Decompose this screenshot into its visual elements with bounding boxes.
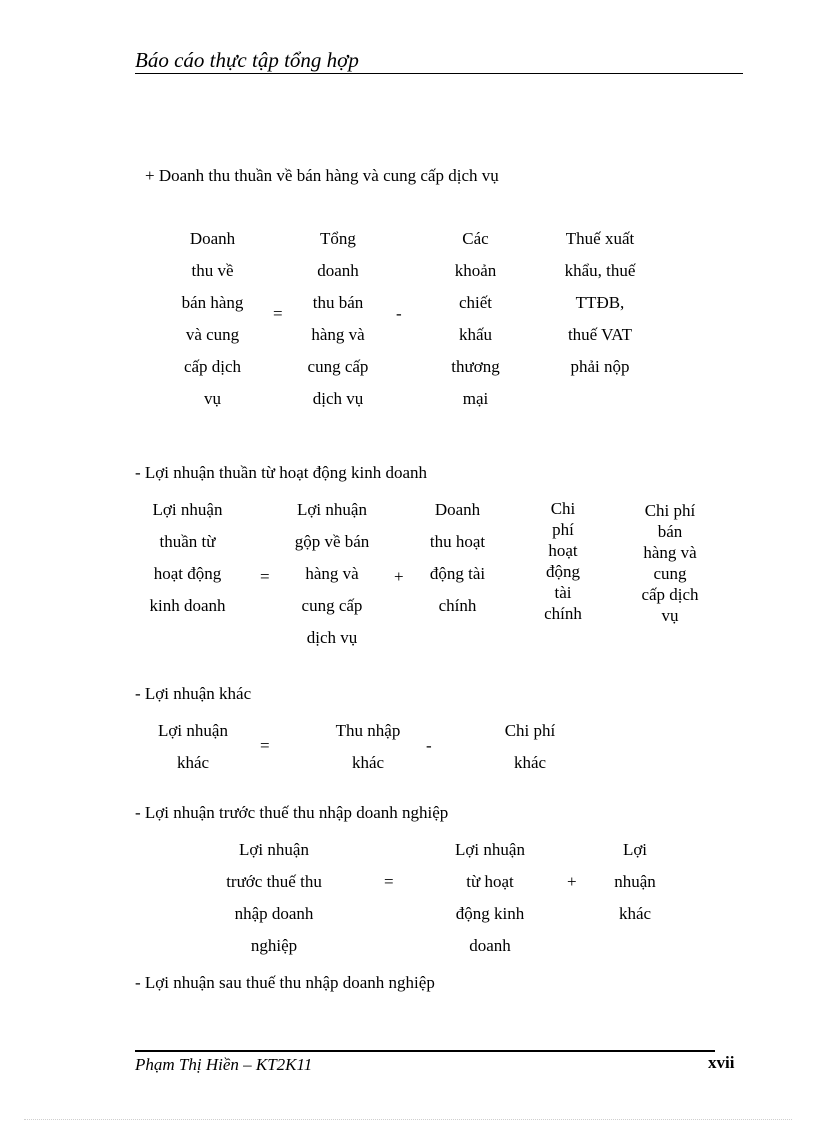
formula-term-other-profit-ref: Lợi nhuận khác [614, 840, 656, 923]
footer-author: Phạm Thị Hiền – KT2K11 [135, 1055, 313, 1074]
formula-term-other-expenses: Chi phí khác [504, 721, 556, 772]
plus-sign: + [394, 567, 404, 586]
section-heading-profit-before-tax: - Lợi nhuận trước thuế thu nhập doanh nghiệp [135, 803, 449, 822]
page-header-title: Báo cáo thực tập tổng hợp [135, 48, 359, 72]
plus-sign: + [567, 872, 577, 891]
formula-term-other-profit: Lợi nhuận khác [158, 721, 228, 772]
header-rule [135, 73, 743, 74]
formula-term-gross-profit: Lợi nhuận gộp về bán hàng và cung cấp dịch vụ [294, 500, 370, 647]
formula-term-financial-expenses: Chi phí hoạt động tài chính [544, 499, 582, 623]
formula-term-total-revenue: Tổng doanh thu bán hàng và cung cấp dịch vụ [307, 229, 369, 408]
section-heading-other-profit: - Lợi nhuận khác [135, 684, 252, 703]
page-bottom-border [24, 1119, 792, 1120]
minus-sign: - [426, 736, 432, 755]
equals-sign: = [384, 872, 394, 891]
equals-sign: = [260, 736, 270, 755]
formula-term-operating-profit: Lợi nhuận thuần từ hoạt động kinh doanh [149, 500, 226, 615]
footer-rule [135, 1050, 715, 1052]
section-heading-profit-after-tax: - Lợi nhuận sau thuế thu nhập doanh nghiệp [135, 973, 435, 992]
formula-term-trade-discounts: Các khoản chiết khấu thương mại [451, 229, 500, 408]
page-number: xvii [708, 1053, 735, 1072]
formula-term-net-revenue: Doanh thu về bán hàng và cung cấp dịch vụ [181, 229, 244, 408]
minus-sign: - [396, 304, 402, 323]
formula-term-other-income: Thu nhập khác [335, 721, 401, 772]
formula-term-financial-revenue: Doanh thu hoạt động tài chính [429, 500, 486, 615]
formula-term-selling-expenses: Chi phí bán hàng và cung cấp dịch vụ [641, 501, 699, 625]
formula-term-operating-profit-ref: Lợi nhuận từ hoạt động kinh doanh [455, 840, 525, 955]
section-heading-net-revenue: + Doanh thu thuần về bán hàng và cung cấp dịch vụ [145, 166, 499, 185]
formula-term-profit-before-tax: Lợi nhuận trước thuế thu nhập doanh nghiệp [226, 840, 322, 955]
equals-sign: = [260, 567, 270, 586]
equals-sign: = [273, 304, 283, 323]
section-heading-operating-profit: - Lợi nhuận thuần từ hoạt động kinh doanh [135, 463, 428, 482]
formula-term-taxes-payable: Thuế xuất khẩu, thuế TTĐB, thuế VAT phải nộp [564, 229, 636, 376]
